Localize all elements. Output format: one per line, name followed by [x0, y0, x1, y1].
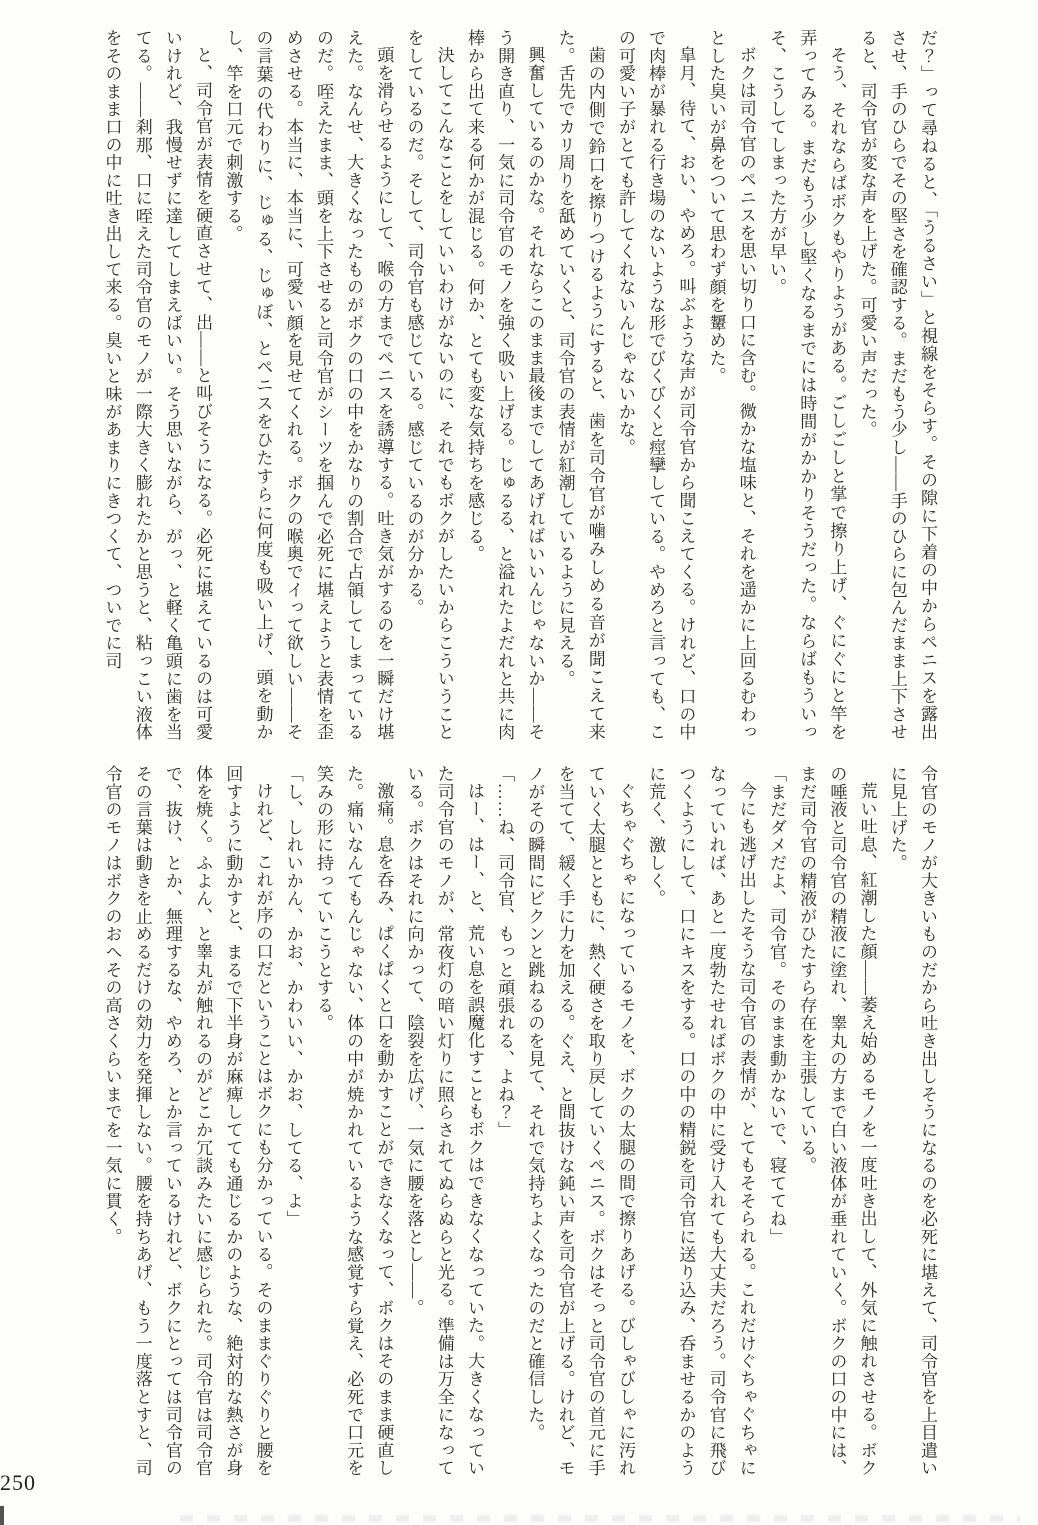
paragraph: ボクは司令官のペニスを思い切り口に含む。微かな塩味と、それを遥かに上回るむわっとした臭いが鼻をついて思わず顔を顰めた。: [706, 29, 756, 741]
paragraph: 荒い吐息、紅潮した顔——萎え始めるモノを一度吐き出して、外気に触れさせる。ボクの唾液と司令官の精液に塗れ、睾丸の方まで白い液体が垂れていく。ボクの口の中には、まだ司令官の精液がひたすら存在を主張している。: [797, 765, 877, 1477]
paragraph: けれど、これが序の口だということはボクにも分かっている。そのままぐりぐりと腰を回すように動かすと、まるで下半身が麻痺してても通じるかのような、絶対的な熱さが身体を焼く。ふよん、と睾丸が触れるのがどこか冗談みたいに感じられた。司令官は司令官で、抜け、とか、無理するな、やめろ、とか言っているけれど、ボクにとっては司令官のその言葉は動きを止めるだけの効力を発揮しない。腰を持ちあげ、もう一度落とすと、司令官のモノはボクのおへその高さくらいまでを一気に貫く。: [102, 765, 273, 1477]
paragraph: はー、はー、と、荒い息を誤魔化すこともボクはできなくなっていた。大きくなっていた司令官のモノが、常夜灯の暗い灯りに照らされてぬらぬらと光る。準備は万全になっている。ボクはそれに向かって、陰裂を広げ、一気に腰を落とし——。: [404, 765, 484, 1477]
paragraph: と、司令官が表情を硬直させて、出——と叫びそうになる。必死に堪えているのは可愛いけれど、我慢せずに達してしまえばいい。そう思いながら、がっ、と軽く亀頭に歯を当てる。——刹那、口に咥えた司令官のモノが一際大きく膨れたかと思うと、粘っこい液体をそのまま口の中に吐き出して来る。臭いと味があまりにきつくて、ついでに司: [102, 29, 213, 741]
paragraph: 頭を滑らせるようにして、喉の方までペニスを誘導する。吐き気がするのを一瞬だけ堪えた。なんせ、大きくなったものがボクの口の中をかなりの割合で占領してしまっているのだ。咥えたまま、頭を上下させると司令官がシーツを掴んで必死に堪えようと表情を歪めさせる。本当に、本当に、可愛い顔を見せてくれる。ボクの喉奥でイって欲しい——その言葉の代わりに、じゅる、じゅぼ、とペニスをひたすらに何度も吸い上げ、頭を動かし、竿を口元で刺激する。: [223, 29, 394, 741]
page-number: 250: [0, 1470, 36, 1495]
page-bleed-through: [180, 1515, 1020, 1522]
page-edge-mark: [0, 1506, 4, 1525]
paragraph: 「し、しれいかん、かお、かわいい、かお、してる、よ」: [283, 765, 303, 1228]
text-block-bottom: [96, 765, 942, 1477]
paragraph: 今にも逃げ出したそうな司令官の表情が、とてもそそられる。これだけぐちゃぐちゃになっていれば、あと一度勃たせればボクの中に受け入れても大丈夫だろう。司令官に飛びつくようにして、口にキスをする。口の中の精鋭を司令官に送り込み、呑ませるかのように荒く、激しく。: [646, 765, 756, 1477]
paragraph: そう、それならばボクもやりようがある。ごしごしと掌で擦り上げ、ぐにぐにと竿を弄ってみる。まだもう少し堅くなるまでには時間がかかりそうだった。ならばもういっそ、こうしてしまった方が早い。: [766, 29, 847, 741]
paragraph: 歯の内側で鈴口を擦りつけるようにすると、歯を司令官が噛みしめる音が聞こえて来た。舌先でカリ周りを舐めていくと、司令官の表情が紅潮しているように見える。: [555, 29, 605, 741]
paragraph: ぐちゃぐちゃになっているモノを、ボクの太腿の間で擦りあげる。びしゃびしゃに汚れていく太腿とともに、熱く硬さを取り戻していくペニス。ボクはそっと司令官の首元に手を当てて、緩く手に力を加える。ぐえ、と間抜けな鈍い声を司令官が上げる。けれど、モノがその瞬間にビクンと跳ねるのを見て、それで気持ちよくなったのだと確信した。: [525, 765, 635, 1477]
paragraph: だ？」って尋ねると、「うるさい」と視線をそらす。その隙に下着の中からペニスを露出させ、手のひらでその堅さを確認する。まだもう少し——手のひらに包んだまま上下させると、司令官が変な声を上げた。可愛い声だった。: [857, 29, 937, 741]
paragraph: 興奮しているのかな。それならこのまま最後までしてあげればいいんじゃないか——そう開き直り、一気に司令官のモノを強く吸い上げる。じゅるる、と溢れたよだれと共に肉棒から出て来る何かが混じる。何か、とても変な気持ちを感じる。: [464, 29, 545, 741]
paragraph: 「……ね、司令官、もっと頑張れる、よね？」: [495, 765, 515, 1139]
paragraph: 「まだダメだよ、司令官。そのまま動かないで、寝ててね」: [766, 765, 786, 1246]
paragraph: 激痛。息を呑み、ぱくぱくと口を動かすことができなくなって、ボクはそのまま硬直した。痛いなんてもんじゃない、体の中が焼かれているような感覚すら覚え、必死で口元を笑みの形に持っていこうとする。: [313, 765, 394, 1477]
paragraph: 皐月、待て、おい、やめろ。叫ぶような声が司令官から聞こえてくる。けれど、口の中で肉棒が暴れる行き場のないような形でびくびくと痙攣している。やめろと言っても、この可愛い子がとても許してくれないんじゃないかな。: [615, 29, 696, 741]
paragraph: 決してこんなことをしていいわけがないのに、それでもボクがしたいからこういうことをしているのだ。そして、司令官も感じている。感じているのが分かる。: [404, 29, 454, 741]
paragraph: 令官のモノが大きいものだから吐き出しそうになるのを必死に堪えて、司令官を上目遣いに見上げた。: [887, 765, 937, 1477]
text-block-top: [96, 29, 942, 741]
